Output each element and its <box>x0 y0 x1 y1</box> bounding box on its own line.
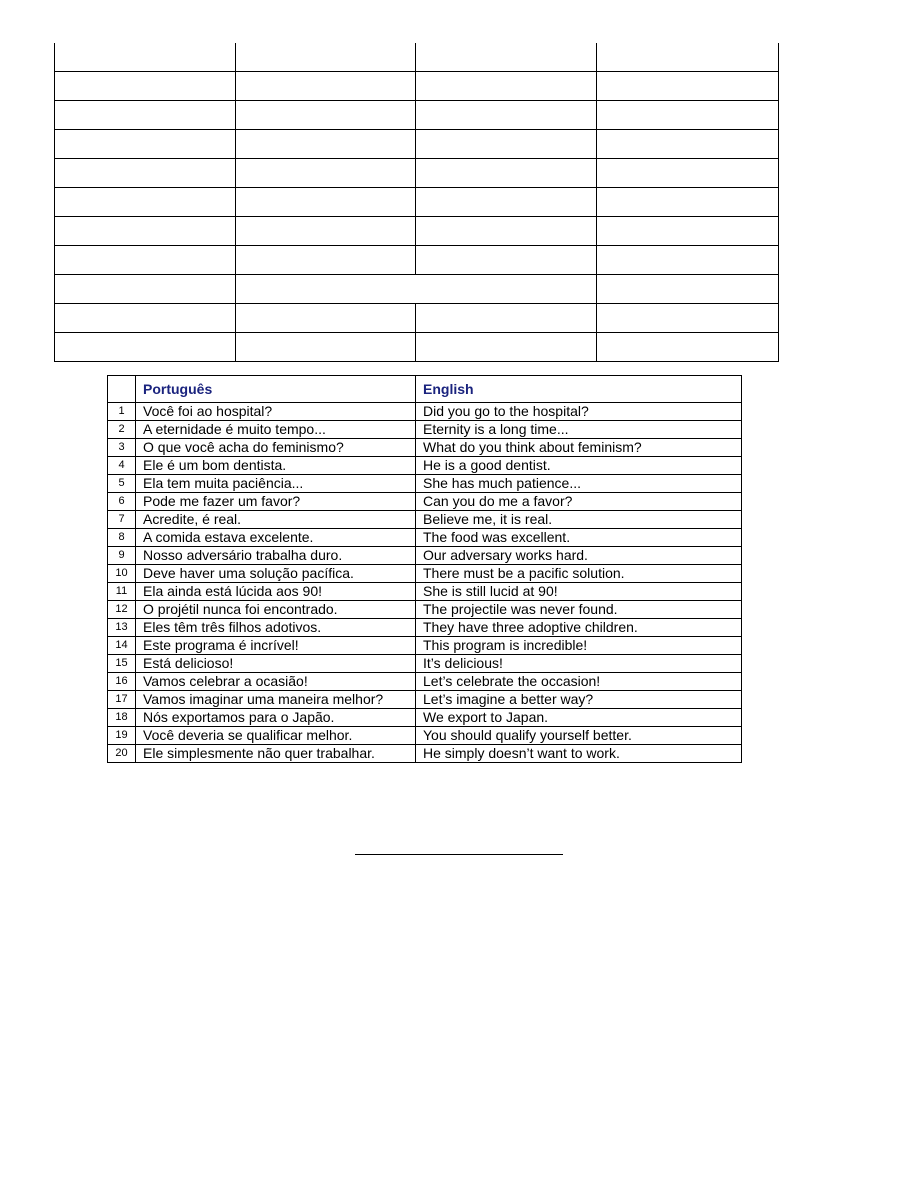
portuguese-phrase: Vamos celebrar a ocasião! <box>136 673 416 691</box>
empty-cell <box>597 43 779 72</box>
header-portuguese: Português <box>136 376 416 403</box>
empty-cell <box>416 72 597 101</box>
english-phrase: Believe me, it is real. <box>416 511 742 529</box>
empty-grid-row <box>55 159 779 188</box>
empty-cell <box>416 43 597 72</box>
english-phrase: Let’s imagine a better way? <box>416 691 742 709</box>
portuguese-phrase: O que você acha do feminismo? <box>136 439 416 457</box>
empty-cell <box>416 304 597 333</box>
empty-grid-row <box>55 333 779 362</box>
empty-cell <box>55 275 236 304</box>
english-phrase: What do you think about feminism? <box>416 439 742 457</box>
table-row <box>108 601 742 619</box>
table-row <box>108 547 742 565</box>
row-number: 6 <box>108 493 136 511</box>
empty-cell <box>597 188 779 217</box>
row-number: 13 <box>108 619 136 637</box>
portuguese-phrase: Nosso adversário trabalha duro. <box>136 547 416 565</box>
empty-cell <box>597 159 779 188</box>
portuguese-phrase: Eles têm três filhos adotivos. <box>136 619 416 637</box>
table-row <box>108 673 742 691</box>
row-number: 10 <box>108 565 136 583</box>
empty-cell <box>597 130 779 159</box>
portuguese-phrase: Ela ainda está lúcida aos 90! <box>136 583 416 601</box>
english-phrase: He is a good dentist. <box>416 457 742 475</box>
portuguese-phrase: Nós exportamos para o Japão. <box>136 709 416 727</box>
table-row <box>108 727 742 745</box>
english-phrase: It’s delicious! <box>416 655 742 673</box>
portuguese-phrase: A eternidade é muito tempo... <box>136 421 416 439</box>
portuguese-phrase: Acredite, é real. <box>136 511 416 529</box>
empty-grid-row <box>55 101 779 130</box>
row-number: 3 <box>108 439 136 457</box>
english-phrase: The projectile was never found. <box>416 601 742 619</box>
empty-cell <box>597 275 779 304</box>
english-phrase: Did you go to the hospital? <box>416 403 742 421</box>
empty-cell <box>236 43 416 72</box>
portuguese-phrase: Pode me fazer um favor? <box>136 493 416 511</box>
english-phrase: There must be a pacific solution. <box>416 565 742 583</box>
header-english: English <box>416 376 742 403</box>
english-phrase: Our adversary works hard. <box>416 547 742 565</box>
portuguese-phrase: Deve haver uma solução pacífica. <box>136 565 416 583</box>
empty-cell <box>416 101 597 130</box>
row-number: 4 <box>108 457 136 475</box>
empty-cell <box>416 246 597 275</box>
empty-grid-row <box>55 43 779 72</box>
empty-cell <box>236 304 416 333</box>
english-phrase: The food was excellent. <box>416 529 742 547</box>
row-number: 5 <box>108 475 136 493</box>
table-row <box>108 565 742 583</box>
english-phrase: He simply doesn’t want to work. <box>416 745 742 763</box>
empty-cell <box>236 72 416 101</box>
empty-cell <box>55 43 236 72</box>
english-phrase: She is still lucid at 90! <box>416 583 742 601</box>
empty-grid-row <box>55 275 779 304</box>
empty-cell <box>597 101 779 130</box>
table-row <box>108 529 742 547</box>
empty-cell <box>236 130 416 159</box>
english-phrase: They have three adoptive children. <box>416 619 742 637</box>
empty-cell <box>236 101 416 130</box>
table-row <box>108 709 742 727</box>
portuguese-phrase: Você deveria se qualificar melhor. <box>136 727 416 745</box>
empty-grid-row <box>55 130 779 159</box>
table-row <box>108 439 742 457</box>
table-row <box>108 457 742 475</box>
row-number: 7 <box>108 511 136 529</box>
portuguese-phrase: Você foi ao hospital? <box>136 403 416 421</box>
portuguese-phrase: Ele é um bom dentista. <box>136 457 416 475</box>
empty-cell <box>597 217 779 246</box>
english-phrase: We export to Japan. <box>416 709 742 727</box>
empty-cell <box>55 188 236 217</box>
empty-merged-cell <box>236 275 597 304</box>
empty-grid-table <box>54 43 779 362</box>
empty-cell <box>236 188 416 217</box>
row-number: 14 <box>108 637 136 655</box>
table-row <box>108 637 742 655</box>
empty-cell <box>55 101 236 130</box>
empty-grid-row <box>55 304 779 333</box>
table-row <box>108 745 742 763</box>
table-row <box>108 403 742 421</box>
row-number: 9 <box>108 547 136 565</box>
empty-cell <box>597 72 779 101</box>
empty-cell <box>55 130 236 159</box>
table-row <box>108 691 742 709</box>
phrases-header-row <box>108 376 742 403</box>
english-phrase: Let’s celebrate the occasion! <box>416 673 742 691</box>
empty-cell <box>55 246 236 275</box>
empty-grid-row <box>55 72 779 101</box>
english-phrase: Eternity is a long time... <box>416 421 742 439</box>
empty-grid-row <box>55 217 779 246</box>
empty-cell <box>236 159 416 188</box>
empty-cell <box>597 246 779 275</box>
phrases-table <box>107 375 742 763</box>
empty-cell <box>236 217 416 246</box>
english-phrase: She has much patience... <box>416 475 742 493</box>
row-number: 1 <box>108 403 136 421</box>
table-row <box>108 655 742 673</box>
empty-cell <box>55 333 236 362</box>
table-row <box>108 493 742 511</box>
row-number: 12 <box>108 601 136 619</box>
empty-cell <box>416 188 597 217</box>
row-number: 20 <box>108 745 136 763</box>
empty-cell <box>597 333 779 362</box>
empty-cell <box>416 217 597 246</box>
empty-cell <box>55 217 236 246</box>
portuguese-phrase: Ele simplesmente não quer trabalhar. <box>136 745 416 763</box>
empty-cell <box>416 159 597 188</box>
portuguese-phrase: Está delicioso! <box>136 655 416 673</box>
table-row <box>108 583 742 601</box>
row-number: 16 <box>108 673 136 691</box>
empty-cell <box>597 304 779 333</box>
row-number: 8 <box>108 529 136 547</box>
row-number: 19 <box>108 727 136 745</box>
empty-cell <box>416 130 597 159</box>
table-row <box>108 421 742 439</box>
empty-cell <box>55 159 236 188</box>
english-phrase: You should qualify yourself better. <box>416 727 742 745</box>
row-number: 2 <box>108 421 136 439</box>
row-number: 11 <box>108 583 136 601</box>
row-number: 18 <box>108 709 136 727</box>
empty-cell <box>236 333 416 362</box>
portuguese-phrase: A comida estava excelente. <box>136 529 416 547</box>
empty-grid-row <box>55 188 779 217</box>
empty-cell <box>236 246 416 275</box>
english-phrase: Can you do me a favor? <box>416 493 742 511</box>
row-number: 17 <box>108 691 136 709</box>
table-row <box>108 619 742 637</box>
table-row <box>108 475 742 493</box>
empty-cell <box>55 304 236 333</box>
signature-line <box>355 854 563 855</box>
english-phrase: This program is incredible! <box>416 637 742 655</box>
empty-cell <box>55 72 236 101</box>
table-row <box>108 511 742 529</box>
row-number: 15 <box>108 655 136 673</box>
portuguese-phrase: O projétil nunca foi encontrado. <box>136 601 416 619</box>
empty-grid-row <box>55 246 779 275</box>
portuguese-phrase: Ela tem muita paciência... <box>136 475 416 493</box>
portuguese-phrase: Vamos imaginar uma maneira melhor? <box>136 691 416 709</box>
portuguese-phrase: Este programa é incrível! <box>136 637 416 655</box>
empty-cell <box>416 333 597 362</box>
header-number <box>108 376 136 403</box>
